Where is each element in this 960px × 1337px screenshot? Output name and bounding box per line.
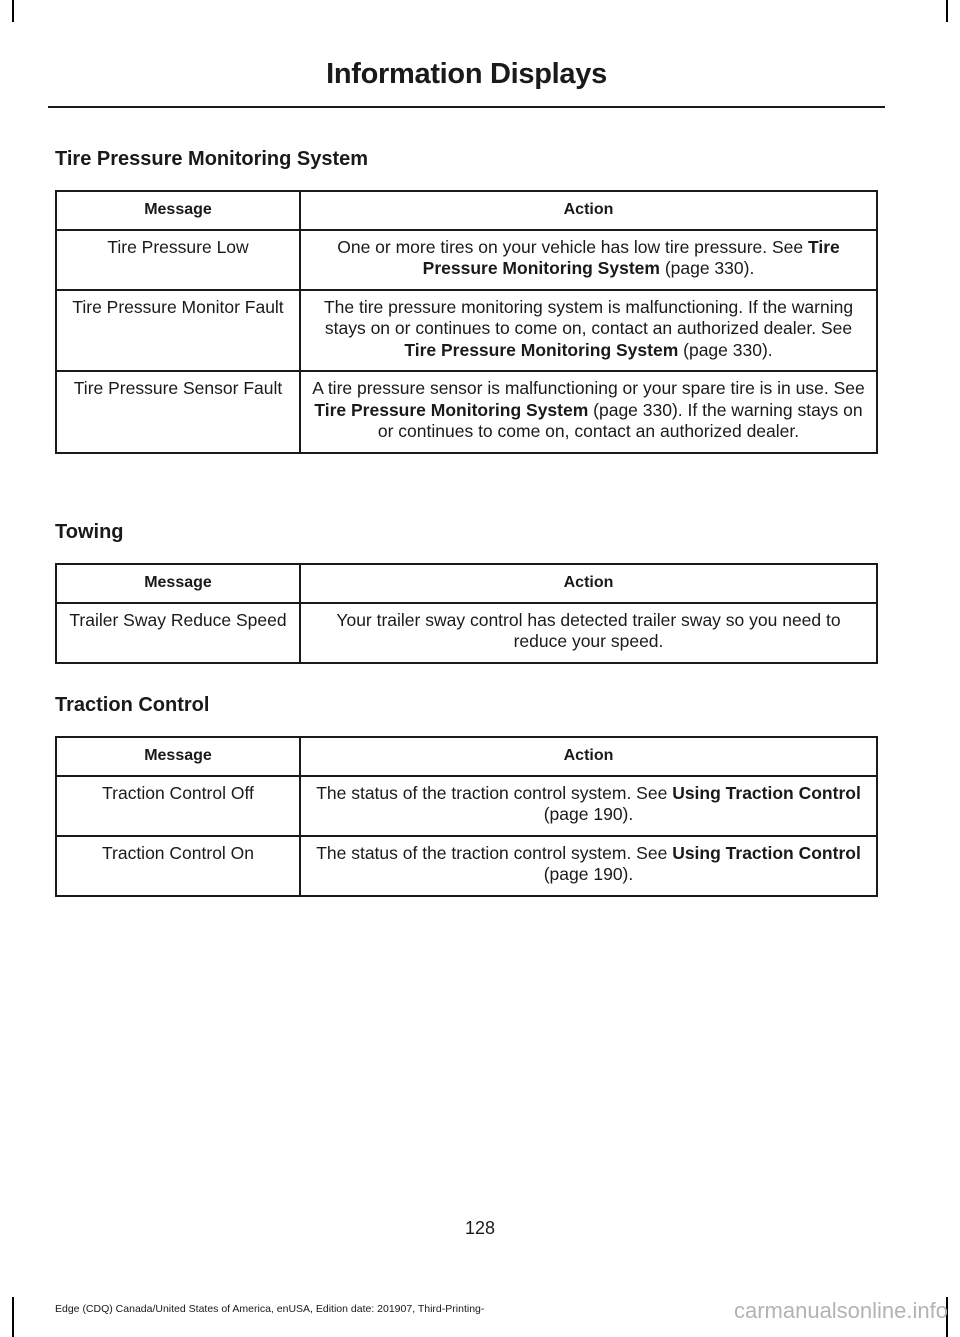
- section-title-tpms: Tire Pressure Monitoring System: [55, 148, 369, 170]
- crop-mark: [12, 1297, 14, 1337]
- page-reference: (page 330).: [678, 339, 773, 360]
- table-row: [56, 776, 877, 836]
- section-title-traction-control: Traction Control: [55, 694, 210, 716]
- footer-edition-text: Edge (CDQ) Canada/United States of America, enUSA, Edition date: 201907, Third-Printing-: [55, 1303, 485, 1315]
- message-cell: Tire Pressure Sensor Fault: [56, 371, 300, 453]
- table-row: [56, 836, 877, 896]
- action-text: A tire pressure sensor is malfunctioning or your spare tire is in use. See: [312, 378, 865, 398]
- cross-reference-link[interactable]: Tire Pressure Monitoring System: [314, 399, 589, 420]
- column-header-message: Message: [56, 564, 300, 603]
- watermark: carmanualsonline.info: [733, 1298, 948, 1323]
- page-header-title: Information Displays: [326, 58, 607, 90]
- crop-mark: [946, 0, 948, 22]
- action-text: One or more tires on your vehicle has low tire pressure. See: [337, 236, 808, 257]
- action-cell: Your trailer sway control has detected trailer sway so you need to reduce your speed.: [300, 603, 877, 663]
- table-row: [56, 230, 877, 290]
- table-row: [56, 603, 877, 663]
- traction-control-table: [55, 736, 878, 897]
- towing-table: [55, 563, 878, 664]
- message-cell: Tire Pressure Monitor Fault: [56, 290, 300, 372]
- message-cell: Traction Control On: [56, 836, 300, 896]
- page-reference: (page 190).: [543, 804, 634, 824]
- action-cell: [300, 371, 877, 453]
- column-header-action: Action: [300, 191, 877, 230]
- cross-reference-link[interactable]: Using Traction Control: [672, 782, 861, 803]
- tpms-table: [55, 190, 878, 454]
- action-text: The status of the traction control system. See: [316, 782, 673, 803]
- action-cell: [300, 290, 877, 372]
- page-number: 128: [464, 1218, 496, 1238]
- header-divider: [48, 106, 885, 108]
- action-cell: [300, 230, 877, 290]
- section-title-towing: Towing: [55, 521, 124, 543]
- column-header-action: Action: [300, 737, 877, 776]
- action-cell: [300, 776, 877, 836]
- message-cell: Traction Control Off: [56, 776, 300, 836]
- message-cell: Trailer Sway Reduce Speed: [56, 603, 300, 663]
- column-header-action: Action: [300, 564, 877, 603]
- crop-mark: [12, 0, 14, 22]
- cross-reference-link[interactable]: Tire Pressure Monitoring System: [422, 236, 840, 278]
- column-header-message: Message: [56, 737, 300, 776]
- action-cell: [300, 836, 877, 896]
- message-cell: Tire Pressure Low: [56, 230, 300, 290]
- page-reference: (page 330).: [659, 258, 755, 278]
- column-header-message: Message: [56, 191, 300, 230]
- action-text: The status of the traction control system. See: [316, 842, 673, 863]
- page-reference: (page 190).: [543, 864, 634, 884]
- table-row: [56, 371, 877, 453]
- table-row: [56, 290, 877, 372]
- cross-reference-link[interactable]: Using Traction Control: [672, 842, 861, 863]
- page-reference: (page 330). If the warning stays on or continues to come on, contact an authorized dealer.: [377, 399, 863, 441]
- action-text: The tire pressure monitoring system is malfunctioning. If the warning stays on or continues to come on, contact an authorized dealer. See: [323, 296, 854, 338]
- cross-reference-link[interactable]: Tire Pressure Monitoring System: [404, 339, 679, 360]
